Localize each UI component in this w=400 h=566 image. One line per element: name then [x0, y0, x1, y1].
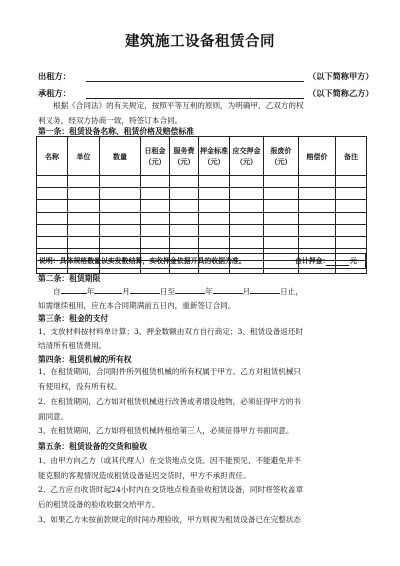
article-4-line-1: 1、在租赁期间，合同附件所列租赁机械的所有权属于甲方。乙方对租赁机械只: [38, 367, 302, 376]
deposit-note-text: 说明：具体规格数量以实发数结算，实收押金依据开具的收据为准。: [39, 257, 246, 265]
lessor-row: [38, 71, 378, 85]
article-5-line-5: 3、如果乙方未按前款规定的时间办理验收，甲方则视为租赁设备已在完整状态: [38, 515, 302, 524]
intro-line-2: 利义务，经双方协商一致，特签订本合同。: [38, 116, 183, 125]
article-3-line-2: 结清所有租赁费用。: [38, 341, 107, 350]
lessee-label: 承租方：: [38, 88, 71, 98]
intro-line-1: 根据《合同法》的有关规定，按照平等互利的原则，为明确甲、乙双方的权: [53, 101, 304, 110]
article-4-line-4: 面同意。: [38, 412, 69, 421]
col-header: 服务费（元）: [170, 137, 199, 176]
article-4-line-5: 3、在租赁期间，乙方如将租赁机械转租给第三人，必须征得甲方书面同意。: [38, 426, 294, 435]
total-deposit-unit: 元: [350, 257, 357, 265]
lessor-name-field: [86, 81, 304, 82]
lessor-suffix: （以下简称甲方）: [308, 71, 374, 81]
table-header-row: [37, 137, 367, 176]
col-header: 赔偿价: [299, 137, 336, 176]
lessor-label: 出租方：: [38, 71, 71, 81]
col-header: 押金标准（元）: [199, 137, 230, 176]
article-5-heading: 第五条：租赁设备的交货和验收: [38, 442, 148, 451]
article-2-line-1: 自 年 月 日至 年 月 日止，: [53, 287, 303, 296]
table-row: [37, 176, 367, 188]
article-2-line-2: 如需继续租用，应在本合同期满前五日内，重新签订合同。: [38, 301, 236, 310]
table-row: [37, 212, 367, 224]
col-header: 名称: [37, 137, 68, 176]
table-row: [37, 188, 367, 200]
article-4-line-2: 有使用权，没有所有权。: [38, 382, 122, 391]
col-header: 应交押金（元）: [230, 137, 264, 176]
deposit-note-row: [36, 253, 366, 269]
table-row: [37, 224, 367, 236]
table-row: [37, 236, 367, 248]
col-header: 单位: [68, 137, 100, 176]
article-5-line-3: 2、乙方应自收货时起24小时内在交货地点检查验收租赁设备，同时将签收盖章: [38, 485, 304, 494]
article-5-line-4: 后的租赁设备的验收收据交给甲方。: [38, 500, 160, 509]
article-1-heading: 第一条：租赁设备名称、租赁价格及赔偿标准: [38, 127, 194, 136]
article-2-heading: 第二条：租赁期限: [38, 274, 101, 283]
article-3-line-1: 1、支放材料按材料单计算；3、押金数额由双方自行商定；3、租赁设备返还时: [38, 327, 304, 336]
col-header: 备注: [336, 137, 367, 176]
article-5-line-1: 1、由甲方向乙方（或其代理人）在交货地点交货。因不能预见、不能避免并不: [38, 456, 302, 465]
article-5-line-2: 能克服的客观情况造成租赁设备延迟交货时，甲方不承担责任。: [38, 471, 251, 480]
total-deposit-label: 合计押金：: [295, 257, 330, 265]
col-header: 报废价（元）: [264, 137, 299, 176]
col-header: 日租金（元）: [141, 137, 170, 176]
lessee-suffix: （以下简称乙方）: [308, 88, 374, 98]
total-deposit-field: [326, 257, 349, 266]
article-3-heading: 第三条：租金的支付: [38, 314, 109, 323]
col-header: 数量: [100, 137, 141, 176]
article-4-line-3: 2、在租赁期间，乙方如对租赁机械进行改善或者增设他物，必须征得甲方的书: [38, 397, 302, 406]
document-title: 建筑施工设备租赁合同: [125, 33, 275, 50]
table-row: [37, 200, 367, 212]
article-4-heading: 第四条：租赁机械的所有权: [38, 355, 132, 364]
